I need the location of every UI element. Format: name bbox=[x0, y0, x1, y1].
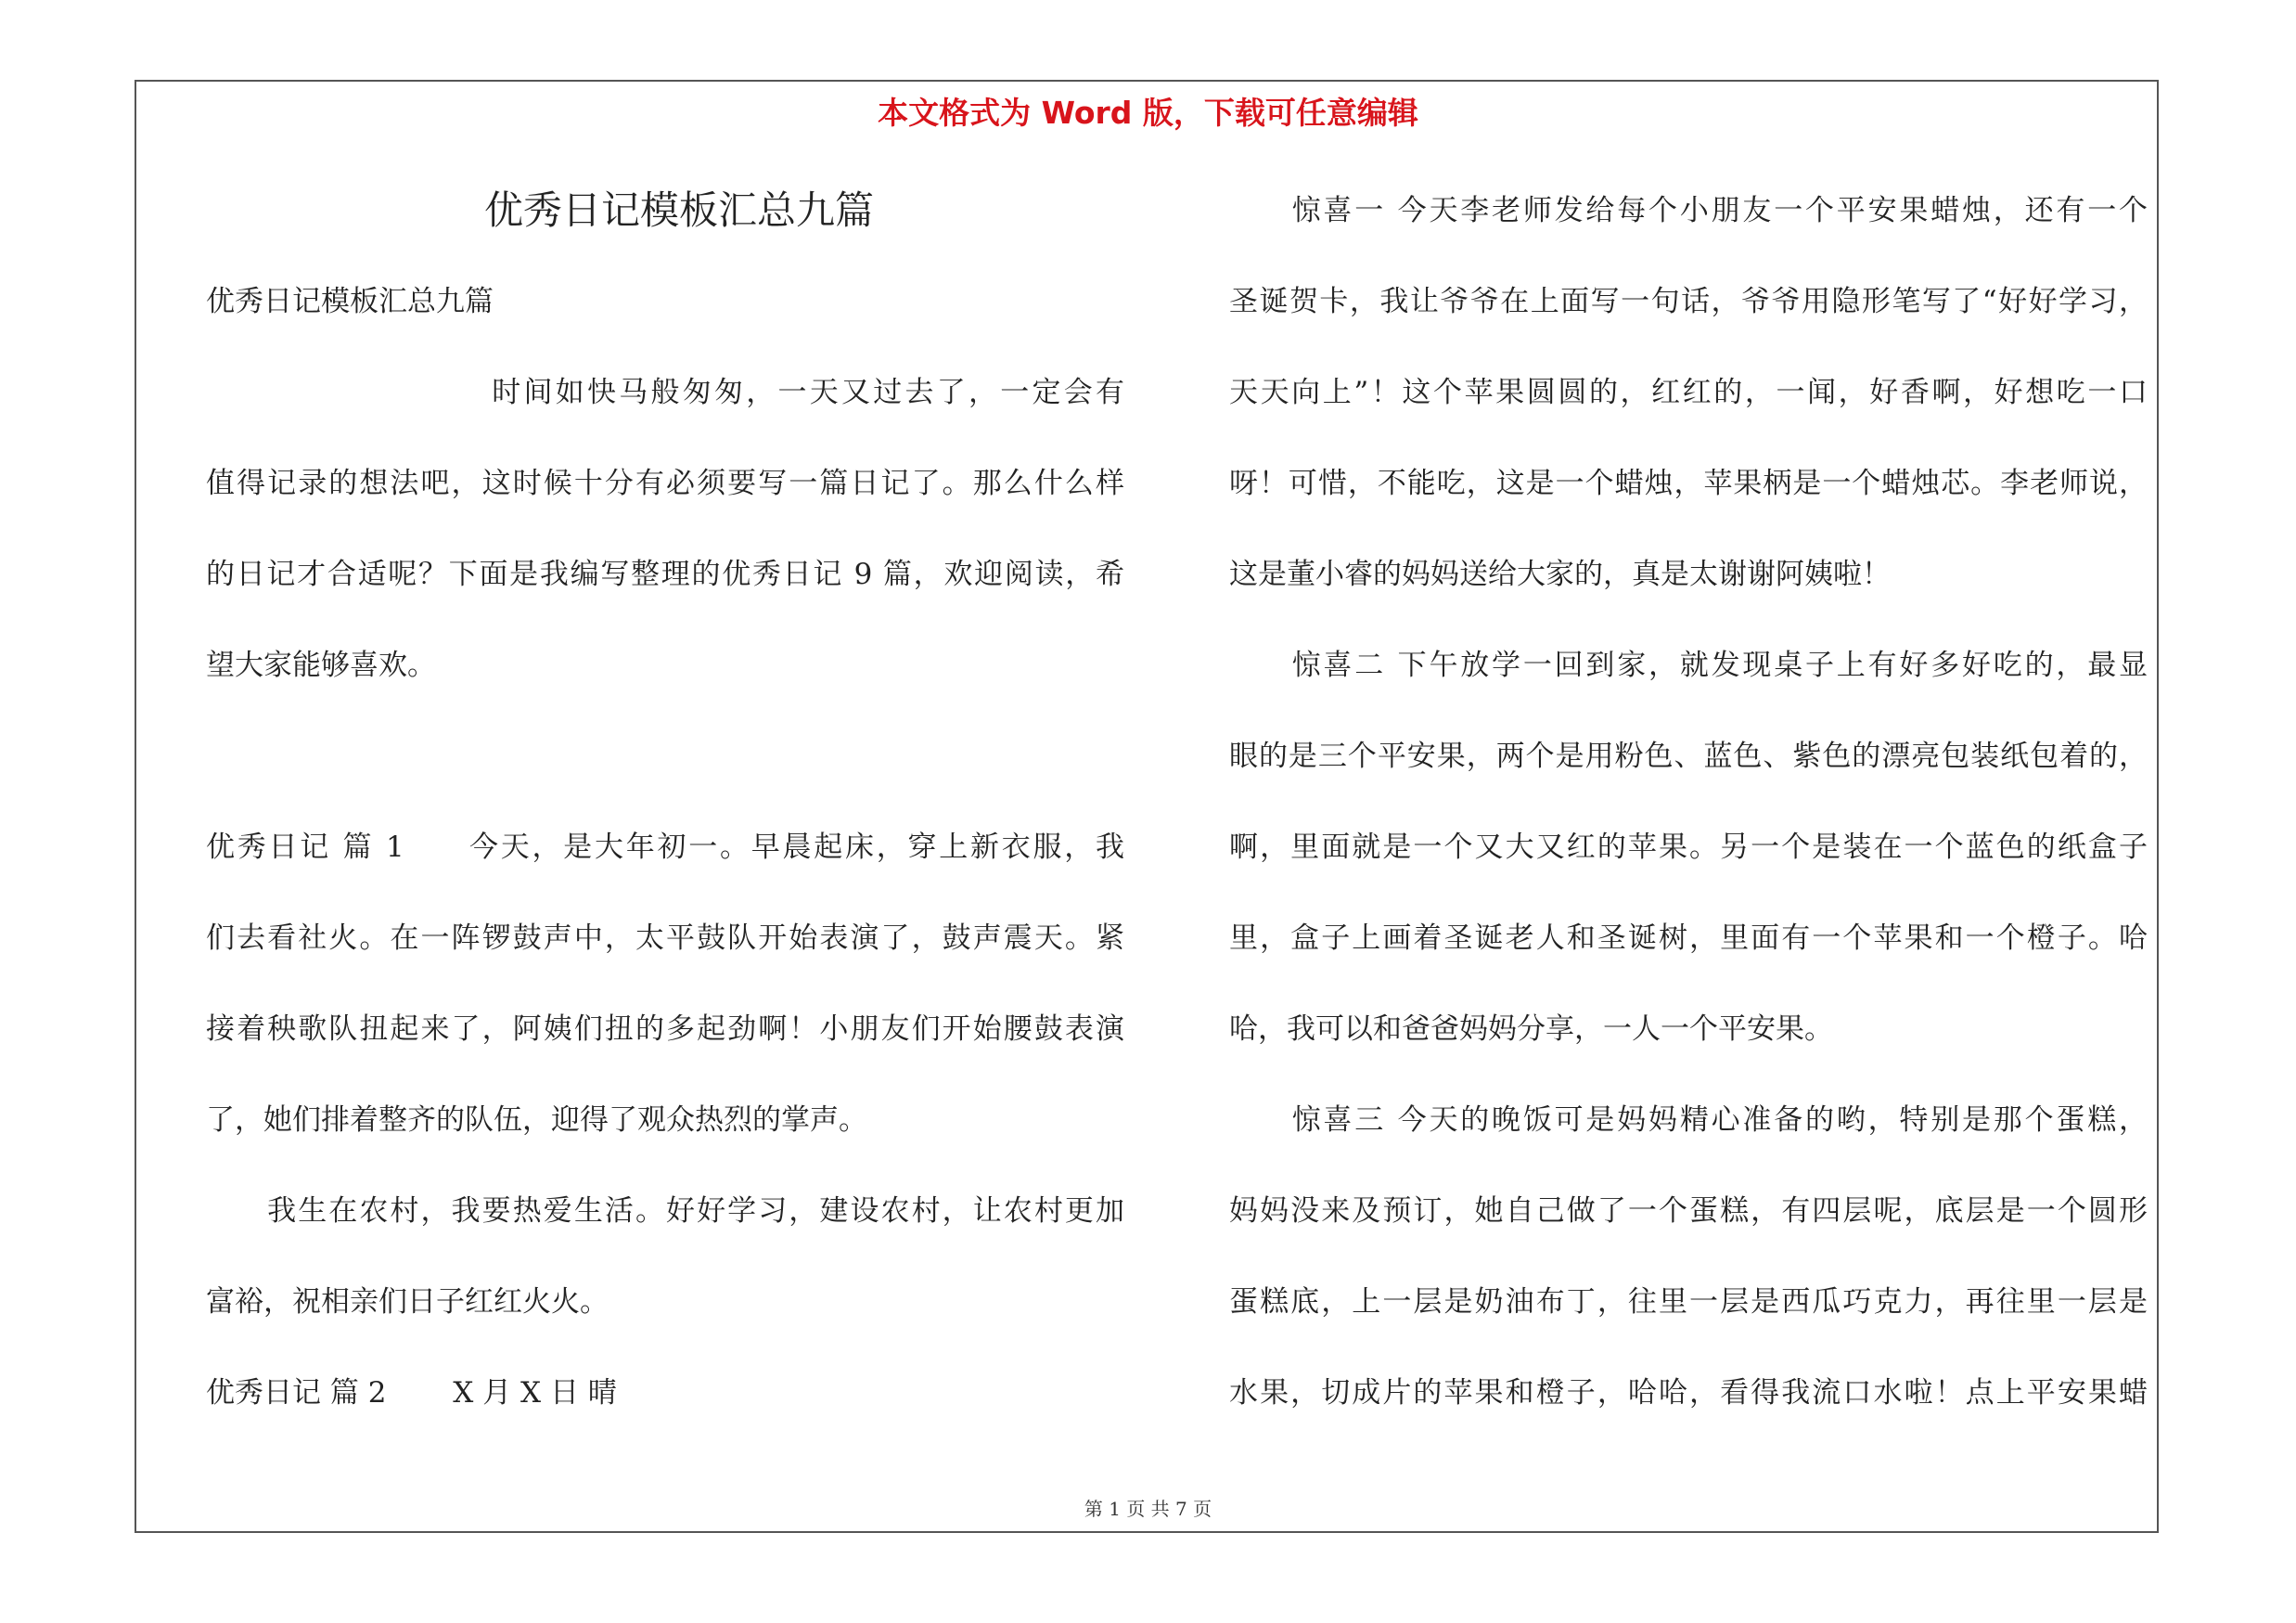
text-line: 哈，我可以和爸爸妈妈分享，一人一个平安果。 bbox=[1229, 1012, 1833, 1046]
text-line: 里，盒子上画着圣诞老人和圣诞树，里面有一个苹果和一个橙子。哈 bbox=[1229, 921, 2148, 955]
text-line: 这是董小睿的妈妈送给大家的，真是太谢谢阿姨啦！ bbox=[1229, 558, 1891, 591]
text-line: 富裕，祝相亲们日子红红火火。 bbox=[206, 1285, 609, 1319]
text-line: 望大家能够喜欢。 bbox=[206, 649, 436, 682]
text-line: 们去看社火。在一阵锣鼓声中，太平鼓队开始表演了，鼓声震天。紧 bbox=[206, 921, 1124, 955]
text-line: 圣诞贺卡，我让爷爷在上面写一句话，爷爷用隐形笔写了“好好学习， bbox=[1229, 285, 2148, 318]
text-line: 蛋糕底，上一层是奶油布丁，往里一层是西瓜巧克力，再往里一层是 bbox=[1229, 1285, 2148, 1319]
text-line: 水果，切成片的苹果和橙子，哈哈，看得我流口水啦！点上平安果蜡 bbox=[1229, 1376, 2148, 1410]
word-format-banner: 本文格式为 Word 版，下载可任意编辑 bbox=[878, 95, 1418, 131]
text-line: 接着秧歌队扭起来了，阿姨们扭的多起劲啊！小朋友们开始腰鼓表演 bbox=[206, 1012, 1124, 1046]
text-line: 我生在农村，我要热爱生活。好好学习，建设农村，让农村更加 bbox=[206, 1194, 1124, 1228]
text-line: 了，她们排着整齐的队伍，迎得了观众热烈的掌声。 bbox=[206, 1103, 867, 1137]
text-line: 天天向上”！这个苹果圆圆的，红红的，一闻，好香啊，好想吃一口 bbox=[1229, 376, 2148, 409]
page-number-footer: 第 1 页 共 7 页 bbox=[1084, 1498, 1212, 1520]
right-column bbox=[1229, 165, 2148, 1438]
text-line: 优秀日记 篇 2 X 月 X 日 晴 bbox=[206, 1376, 617, 1410]
text-line bbox=[206, 711, 1124, 802]
text-line: 的日记才合适呢？下面是我编写整理的优秀日记 9 篇，欢迎阅读，希 bbox=[206, 558, 1124, 591]
text-line: 眼的是三个平安果，两个是用粉色、蓝色、紫色的漂亮包装纸包着的， bbox=[1229, 740, 2148, 773]
text-line: 惊喜一 今天李老师发给每个小朋友一个平安果蜡烛，还有一个 bbox=[1229, 194, 2148, 227]
text-line: 啊，里面就是一个又大又红的苹果。另一个是装在一个蓝色的纸盒子 bbox=[1229, 831, 2148, 864]
text-line: 惊喜三 今天的晚饭可是妈妈精心准备的哟，特别是那个蛋糕， bbox=[1229, 1103, 2148, 1137]
text-line: 惊喜二 下午放学一回到家，就发现桌子上有好多好吃的，最显 bbox=[1229, 649, 2148, 682]
text-line: 优秀日记 篇 1 今天，是大年初一。早晨起床，穿上新衣服，我 bbox=[206, 831, 1124, 864]
document-title: 优秀日记模板汇总九篇 bbox=[483, 187, 874, 233]
left-column bbox=[206, 165, 1124, 1438]
text-line: 值得记录的想法吧，这时候十分有必须要写一篇日记了。那么什么样 bbox=[206, 467, 1124, 500]
text-line: 妈妈没来及预订，她自己做了一个蛋糕，有四层呢，底层是一个圆形 bbox=[1229, 1194, 2148, 1228]
text-line: 呀！可惜，不能吃，这是一个蜡烛，苹果柄是一个蜡烛芯。李老师说， bbox=[1229, 467, 2148, 500]
text-line: 优秀日记模板汇总九篇 bbox=[206, 285, 494, 318]
text-line: 时间如快马般匆匆，一天又过去了，一定会有 bbox=[206, 376, 1124, 409]
